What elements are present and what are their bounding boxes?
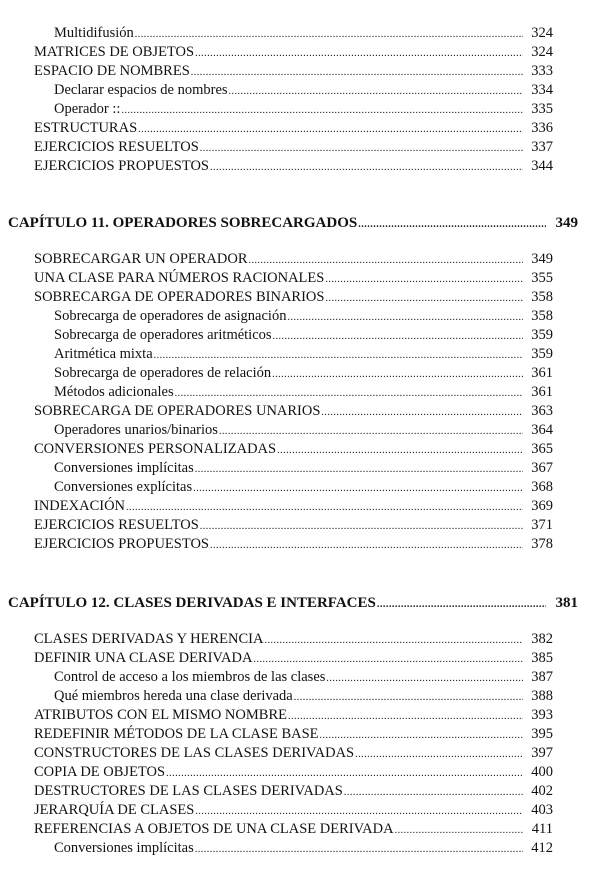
- entry-page: 358: [531, 308, 553, 324]
- dot-leader: [326, 670, 523, 688]
- entry-page: 387: [531, 669, 553, 685]
- entry-title: Sobrecarga de operadores de asignación: [54, 308, 287, 324]
- entry-page: 324: [531, 44, 553, 60]
- dot-leader: [355, 746, 523, 764]
- entry-title: Sobrecarga de operadores aritméticos: [54, 327, 272, 343]
- entry-page: 361: [531, 365, 553, 381]
- toc-entry: [0, 100, 600, 118]
- entry-title: ATRIBUTOS CON EL MISMO NOMBRE: [34, 707, 287, 723]
- entry-page: 395: [531, 726, 553, 742]
- dot-leader: [219, 423, 523, 441]
- dot-leader: [277, 442, 523, 460]
- dot-leader: [200, 140, 523, 158]
- toc-entry: [0, 763, 600, 781]
- toc-entry: [0, 326, 600, 344]
- entry-title: EJERCICIOS RESUELTOS: [34, 139, 199, 155]
- entry-title: ESPACIO DE NOMBRES: [34, 63, 190, 79]
- toc-entry: [0, 402, 600, 420]
- toc-entry: [0, 269, 600, 287]
- entry-page: 367: [531, 460, 553, 476]
- toc-entry: [0, 43, 600, 61]
- entry-page: 337: [531, 139, 553, 155]
- entry-title: SOBRECARGAR UN OPERADOR: [34, 251, 248, 267]
- entry-title: SOBRECARGA DE OPERADORES BINARIOS: [34, 289, 325, 305]
- entry-title: UNA CLASE PARA NÚMEROS RACIONALES: [34, 270, 325, 286]
- toc-entry: [0, 81, 600, 99]
- dot-leader: [210, 537, 523, 555]
- entry-page: 371: [531, 517, 553, 533]
- entry-page: 359: [531, 327, 553, 343]
- toc-entry: [0, 364, 600, 382]
- entry-title: CONVERSIONES PERSONALIZADAS: [34, 441, 277, 457]
- entry-title: SOBRECARGA DE OPERADORES UNARIOS: [34, 403, 321, 419]
- entry-page: 359: [531, 346, 553, 362]
- entry-page: 355: [531, 270, 553, 286]
- dot-leader: [344, 784, 523, 802]
- toc-entry: [0, 383, 600, 401]
- dot-leader: [253, 651, 523, 669]
- entry-page: 334: [531, 82, 553, 98]
- chapter-page: 349: [555, 215, 578, 231]
- entry-page: 358: [531, 289, 553, 305]
- entry-page: 385: [531, 650, 553, 666]
- toc-entry: [0, 24, 600, 42]
- dot-leader: [154, 347, 523, 365]
- entry-title: Conversiones explícitas: [54, 479, 193, 495]
- dot-leader: [294, 689, 523, 707]
- dot-leader: [121, 102, 523, 120]
- dot-leader: [325, 290, 523, 308]
- entry-title: EJERCICIOS RESUELTOS: [34, 517, 199, 533]
- entry-page: 364: [531, 422, 553, 438]
- dot-leader: [272, 366, 523, 384]
- dot-leader: [195, 803, 523, 821]
- dot-leader: [195, 45, 523, 63]
- dot-leader: [249, 252, 523, 270]
- entry-title: EJERCICIOS PROPUESTOS: [34, 536, 209, 552]
- dot-leader: [377, 596, 546, 614]
- entry-page: 393: [531, 707, 553, 723]
- dot-leader: [321, 404, 523, 422]
- entry-page: 336: [531, 120, 553, 136]
- dot-leader: [175, 385, 523, 403]
- toc-entry: [0, 839, 600, 857]
- toc-entry: [0, 649, 600, 667]
- dot-leader: [325, 271, 523, 289]
- dot-leader: [210, 159, 523, 177]
- dot-leader: [264, 632, 523, 650]
- toc-entry: [0, 250, 600, 268]
- toc-entry: [0, 119, 600, 137]
- toc-entry: [0, 288, 600, 306]
- dot-leader: [288, 708, 523, 726]
- entry-title: Multidifusión: [54, 25, 134, 41]
- dot-leader: [287, 309, 523, 327]
- chapter-heading: [0, 594, 600, 612]
- entry-page: 411: [531, 821, 553, 837]
- entry-page: 388: [531, 688, 553, 704]
- toc-entry: [0, 687, 600, 705]
- entry-title: JERARQUÍA DE CLASES: [34, 802, 195, 818]
- dot-leader: [193, 480, 523, 498]
- entry-title: DESTRUCTORES DE LAS CLASES DERIVADAS: [34, 783, 343, 799]
- dot-leader: [273, 328, 523, 346]
- entry-page: 344: [531, 158, 553, 174]
- toc-entry: [0, 157, 600, 175]
- toc-entry: [0, 630, 600, 648]
- dot-leader: [138, 121, 523, 139]
- dot-leader: [200, 518, 523, 536]
- dot-leader: [229, 83, 523, 101]
- entry-page: 361: [531, 384, 553, 400]
- entry-title: EJERCICIOS PROPUESTOS: [34, 158, 209, 174]
- toc-entry: [0, 782, 600, 800]
- entry-title: COPIA DE OBJETOS: [34, 764, 166, 780]
- entry-title: DEFINIR UNA CLASE DERIVADA: [34, 650, 253, 666]
- toc-entry: [0, 535, 600, 553]
- entry-title: REDEFINIR MÉTODOS DE LA CLASE BASE: [34, 726, 319, 742]
- toc-entry: [0, 138, 600, 156]
- entry-page: 365: [531, 441, 553, 457]
- dot-leader: [195, 461, 523, 479]
- entry-title: Aritmética mixta: [54, 346, 153, 362]
- entry-title: Conversiones implícitas: [54, 460, 194, 476]
- dot-leader: [126, 499, 523, 517]
- toc-entry: [0, 478, 600, 496]
- entry-title: CONSTRUCTORES DE LAS CLASES DERIVADAS: [34, 745, 355, 761]
- entry-page: 382: [531, 631, 553, 647]
- toc-entry: [0, 421, 600, 439]
- entry-page: 363: [531, 403, 553, 419]
- toc-entry: [0, 459, 600, 477]
- entry-page: 412: [531, 840, 553, 856]
- entry-title: Operador ::: [54, 101, 121, 117]
- entry-title: Operadores unarios/binarios: [54, 422, 218, 438]
- toc-entry: [0, 516, 600, 534]
- dot-leader: [320, 727, 523, 745]
- entry-title: Declarar espacios de nombres: [54, 82, 228, 98]
- dot-leader: [395, 822, 523, 840]
- entry-page: 333: [531, 63, 553, 79]
- chapter-title: CAPÍTULO 11. OPERADORES SOBRECARGADOS: [8, 215, 358, 231]
- toc-entry: [0, 744, 600, 762]
- entry-page: 397: [531, 745, 553, 761]
- entry-page: 369: [531, 498, 553, 514]
- entry-title: Conversiones implícitas: [54, 840, 194, 856]
- entry-page: 400: [531, 764, 553, 780]
- toc-entry: [0, 801, 600, 819]
- toc-entry: [0, 706, 600, 724]
- toc-entry: [0, 668, 600, 686]
- entry-page: 349: [531, 251, 553, 267]
- entry-page: 378: [531, 536, 553, 552]
- chapter-heading: [0, 214, 600, 232]
- dot-leader: [166, 765, 523, 783]
- entry-title: REFERENCIAS A OBJETOS DE UNA CLASE DERIVADA: [34, 821, 394, 837]
- entry-page: 403: [531, 802, 553, 818]
- entry-title: CLASES DERIVADAS Y HERENCIA: [34, 631, 264, 647]
- dot-leader: [135, 26, 523, 44]
- toc-entry: [0, 62, 600, 80]
- toc-entry: [0, 345, 600, 363]
- dot-leader: [191, 64, 523, 82]
- toc-entry: [0, 820, 600, 838]
- toc-entry: [0, 307, 600, 325]
- chapter-title: CAPÍTULO 12. CLASES DERIVADAS E INTERFACES: [8, 595, 376, 611]
- dot-leader: [358, 216, 546, 234]
- entry-title: Sobrecarga de operadores de relación: [54, 365, 272, 381]
- entry-title: ESTRUCTURAS: [34, 120, 138, 136]
- chapter-page: 381: [555, 595, 578, 611]
- entry-title: MATRICES DE OBJETOS: [34, 44, 195, 60]
- entry-title: Control de acceso a los miembros de las clases: [54, 669, 326, 685]
- entry-title: Qué miembros hereda una clase derivada: [54, 688, 293, 704]
- toc-entry: [0, 440, 600, 458]
- toc-entry: [0, 725, 600, 743]
- entry-title: Métodos adicionales: [54, 384, 174, 400]
- toc-entry: [0, 497, 600, 515]
- entry-page: 368: [531, 479, 553, 495]
- entry-page: 402: [531, 783, 553, 799]
- entry-title: INDEXACIÓN: [34, 498, 126, 514]
- entry-page: 324: [531, 25, 553, 41]
- dot-leader: [195, 841, 523, 859]
- entry-page: 335: [531, 101, 553, 117]
